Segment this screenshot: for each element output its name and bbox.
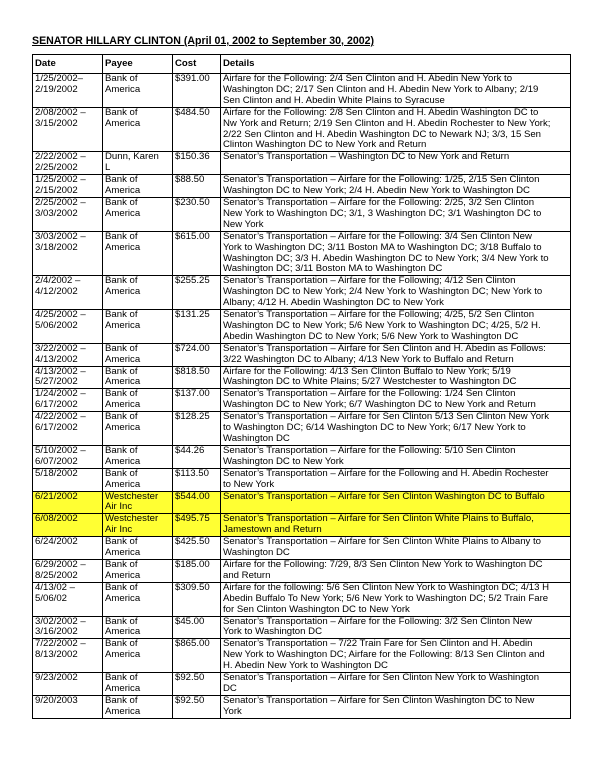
cost-cell-line: $230.50 — [175, 197, 210, 208]
cost-cell — [173, 107, 221, 152]
details-cell-line: Washington DC — [223, 547, 290, 559]
payee-cell — [103, 74, 173, 108]
details-cell-line: Airfare for the Following: 2/4 Sen Clinton and H. Abedin New York to — [223, 73, 513, 84]
cost-cell-line: $495.75 — [175, 514, 218, 525]
date-cell-line: 5/06/02 — [35, 592, 68, 604]
date-cell-line: 4/13/02 – — [35, 582, 76, 593]
payee-cell — [103, 445, 173, 468]
details-cell-line: New York to Washington DC; Airfare for the Following: 8/13 Sen Clinton and — [223, 649, 545, 661]
payee-cell-line: America — [105, 185, 141, 197]
cost-cell-line: $45.00 — [175, 616, 205, 627]
date-cell — [33, 582, 103, 616]
details-cell-line: Senator’s Transportation – Airfare for Sen Clinton White Plains to Albany to — [223, 536, 542, 548]
payee-cell-line: Bank of — [105, 559, 138, 570]
payee-cell — [103, 231, 173, 276]
cost-cell-line: $544.00 — [175, 492, 218, 503]
details-cell — [221, 107, 571, 152]
date-cell-line: 9/23/2002 — [35, 672, 78, 684]
details-cell-line: Senator’s Transportation – Airfare for Sen Clinton and H. Abedin as Follows: — [223, 343, 546, 354]
date-cell-line: 2/19/2002 — [35, 83, 78, 95]
date-cell-line: 6/17/2002 — [35, 422, 78, 434]
date-cell-line: 6/08/2002 — [35, 514, 100, 525]
cost-cell — [173, 389, 221, 412]
document-title: SENATOR HILLARY CLINTON (April 01, 2002 to September 30, 2002) — [32, 35, 375, 47]
payee-cell-line: America — [105, 286, 141, 298]
cost-cell-line: $137.00 — [175, 388, 210, 400]
date-cell-line: 2/4/2002 – — [35, 275, 81, 287]
payee-cell-line: Bank of — [105, 231, 138, 242]
date-cell-line: 8/25/2002 — [35, 569, 78, 581]
payee-cell — [103, 366, 173, 389]
payee-cell-line: Bank of — [105, 388, 138, 400]
payee-cell-line: Bank of — [105, 672, 138, 684]
table-row — [33, 673, 571, 696]
cost-cell — [173, 616, 221, 639]
payee-cell-line: America — [105, 117, 141, 129]
payee-cell-line: America — [105, 422, 141, 434]
details-cell-line: Senator’s Transportation – Airfare for the Following: 3/4 Sen Clinton New — [223, 231, 532, 242]
details-cell-line: Airfare for the Following: 7/29, 8/3 Sen Clinton New York to Washington DC — [223, 559, 543, 570]
details-cell-line: H. Abedin New York to Washington DC — [223, 660, 388, 672]
payee-cell — [103, 695, 173, 718]
cost-cell-line: $150.36 — [175, 151, 210, 163]
payee-cell — [103, 537, 173, 560]
column-header-payee: Payee — [103, 55, 173, 74]
details-cell — [221, 343, 571, 366]
payee-cell — [103, 389, 173, 412]
cost-cell-line: $131.25 — [175, 309, 210, 321]
details-cell-line: 2/22 Sen Clinton and H. Abedin Washington DC to Newark NJ; 3/3, 15 Sen — [223, 128, 542, 140]
payee-cell-line: Bank of — [105, 73, 138, 84]
cost-cell — [173, 343, 221, 366]
date-cell-line: 5/18/2002 — [35, 468, 78, 479]
date-cell — [33, 310, 103, 344]
details-cell — [221, 537, 571, 560]
details-cell-line: York — [223, 705, 242, 717]
table-row — [33, 639, 571, 673]
details-cell-line: Senator’s Transportation – Airfare for the Following: 5/10 Sen Clinton — [223, 445, 516, 456]
payee-cell — [103, 639, 173, 673]
date-cell-line: 5/10/2002 – — [35, 445, 86, 456]
date-cell — [33, 231, 103, 276]
details-cell-line: DC — [223, 682, 237, 694]
cost-cell — [173, 276, 221, 310]
details-cell — [221, 695, 571, 718]
table-row — [33, 343, 571, 366]
details-cell — [221, 152, 571, 175]
payee-cell-line: Bank of — [105, 275, 138, 287]
cost-cell-line: $309.50 — [175, 582, 210, 593]
table-row — [33, 445, 571, 468]
details-cell — [221, 639, 571, 673]
cost-cell — [173, 537, 221, 560]
details-cell — [221, 468, 571, 491]
table-row — [33, 514, 571, 537]
payee-cell-line: America — [105, 547, 141, 559]
payee-cell-line: Bank of — [105, 174, 138, 186]
cost-cell-line: $484.50 — [175, 107, 210, 118]
details-cell-line: Washington DC to New York; 2/4 New York to Washington DC; New York to — [223, 286, 543, 298]
payee-cell-line: Bank of — [105, 468, 138, 479]
payee-cell-line: America — [105, 455, 141, 467]
payee-cell — [103, 559, 173, 582]
payee-cell-line: America — [105, 83, 141, 95]
details-cell-line: New York — [223, 218, 264, 230]
table-row — [33, 412, 571, 446]
date-cell-line: 6/21/2002 — [35, 492, 100, 503]
cost-cell-line: $818.50 — [175, 366, 210, 377]
table-row — [33, 582, 571, 616]
cost-cell-line: $185.00 — [175, 559, 210, 570]
table-row — [33, 74, 571, 108]
cost-cell — [173, 491, 221, 514]
cost-cell — [173, 673, 221, 696]
details-cell-line: Senator’s Transportation – Airfare for Sen Clinton Washington DC to Buffalo — [223, 492, 568, 503]
date-cell-line: 4/13/2002 – — [35, 366, 86, 377]
payee-cell-line: Bank of — [105, 582, 138, 593]
table-row — [33, 197, 571, 231]
payee-cell-line: Air Inc — [105, 502, 170, 513]
cost-cell — [173, 559, 221, 582]
details-cell-line: Nw York and Return; 2/19 Sen Clinton and H. Abedin Rochester to New York; — [223, 117, 551, 129]
cost-cell — [173, 639, 221, 673]
details-cell-line: Senator’s Transportation – Airfare for Sen Clinton New York to Washington — [223, 672, 540, 684]
payee-cell-line: Bank of — [105, 309, 138, 321]
details-cell — [221, 276, 571, 310]
cost-cell-line: $128.25 — [175, 411, 210, 423]
cost-cell — [173, 74, 221, 108]
payee-cell-line: Bank of — [105, 366, 138, 377]
date-cell — [33, 559, 103, 582]
expense-table — [32, 54, 571, 719]
date-cell-line: 1/24/2002 – — [35, 388, 86, 400]
details-cell-line: Senator’s Transportation – Airfare for the Following: 3/2 Sen Clinton New — [223, 616, 532, 627]
details-cell-line: Senator’s Transportation – Washington DC to New York and Return — [223, 151, 510, 163]
payee-cell-line: Bank of — [105, 695, 138, 706]
details-cell-line: Senator’s Transportation – Airfare for the Following; 4/25, 5/2 Sen Clinton — [223, 309, 535, 321]
payee-cell — [103, 276, 173, 310]
date-cell-line: 3/22/2002 – — [35, 343, 86, 354]
payee-cell-line: Westchester — [105, 492, 170, 503]
cost-cell-line: $44.26 — [175, 445, 205, 456]
cost-cell — [173, 197, 221, 231]
details-cell-line: Senator’s Transportation – Airfare for the Following; 4/12 Sen Clinton — [223, 275, 516, 287]
date-cell-line: 5/27/2002 — [35, 376, 78, 388]
cost-cell — [173, 175, 221, 198]
column-header-details: Details — [221, 55, 571, 74]
payee-cell-line: America — [105, 705, 141, 717]
cost-cell-line: $92.50 — [175, 672, 205, 684]
payee-cell-line: America — [105, 626, 141, 638]
table-header-row — [33, 55, 571, 74]
payee-cell-line: America — [105, 319, 141, 331]
date-cell-line: 3/03/2002 – — [35, 231, 86, 242]
payee-cell — [103, 673, 173, 696]
date-cell-line: 6/24/2002 — [35, 536, 78, 548]
date-cell — [33, 445, 103, 468]
payee-cell-line: Bank of — [105, 107, 138, 118]
details-cell-line: Senator’s Transportation – Airfare for Sen Clinton 5/13 Sen Clinton New York — [223, 411, 550, 423]
table-row — [33, 491, 571, 514]
payee-cell-line: America — [105, 353, 141, 365]
date-cell-line: 2/08/2002 – — [35, 107, 86, 118]
date-cell-line: 4/13/2002 — [35, 353, 78, 365]
payee-cell-line: Bank of — [105, 197, 138, 208]
cost-cell-line: $425.50 — [175, 536, 210, 548]
date-cell-line: 7/22/2002 – — [35, 638, 86, 650]
table-row — [33, 366, 571, 389]
date-cell-line: 3/03/2002 — [35, 207, 78, 219]
details-cell — [221, 616, 571, 639]
payee-cell-line: Dunn, Karen — [105, 151, 159, 163]
column-header-cost: Cost — [173, 55, 221, 74]
details-cell-line: Abedin Washington DC to New York; 5/6 New York to Washington DC — [223, 330, 519, 342]
details-cell-line: Sen Clinton and H. Abedin White Plains to Syracuse — [223, 94, 445, 106]
payee-cell — [103, 412, 173, 446]
details-cell-line: Jamestown and Return — [223, 525, 568, 536]
payee-cell-line: Bank of — [105, 343, 138, 354]
date-cell — [33, 175, 103, 198]
details-cell — [221, 310, 571, 344]
cost-cell — [173, 468, 221, 491]
details-cell — [221, 231, 571, 276]
date-cell-line: 1/25/2002– — [35, 73, 84, 84]
details-cell-line: to Washington DC; 6/14 Washington DC to New York; 6/17 New York to — [223, 422, 526, 434]
details-cell-line: Senator’s Transportation – Airfare for the Following: 1/24 Sen Clinton — [223, 388, 516, 400]
date-cell-line: 3/16/2002 — [35, 626, 78, 638]
details-cell-line: Washington DC; 3/3 H. Abedin Washington DC to New York; 3/4 New York to — [223, 252, 549, 264]
details-cell-line: Senator’s Transportation – Airfare for the Following: 2/25, 3/2 Sen Clinton — [223, 197, 535, 208]
details-cell — [221, 514, 571, 537]
date-cell — [33, 468, 103, 491]
table-row — [33, 152, 571, 175]
details-cell-line: Washington DC to New York; 6/7 Washington DC to New York and Return — [223, 399, 536, 411]
details-cell-line: Washington DC; 3/11 Boston MA to Washington DC — [223, 263, 443, 275]
details-cell-line: Washington DC to New York — [223, 455, 344, 467]
date-cell — [33, 491, 103, 514]
cost-cell — [173, 445, 221, 468]
cost-cell — [173, 366, 221, 389]
details-cell-line: York to Washington DC; 3/11 Boston MA to Washington DC; 3/18 Buffalo to — [223, 241, 542, 253]
payee-cell — [103, 616, 173, 639]
details-cell-line: Washington DC to White Plains; 5/27 Westchester to Washington DC — [223, 376, 517, 388]
date-cell — [33, 276, 103, 310]
details-cell-line: Washington DC to New York; 2/4 H. Abedin New York to Washington DC — [223, 185, 530, 197]
payee-cell-line: America — [105, 478, 141, 490]
payee-cell-line: America — [105, 207, 141, 219]
payee-cell — [103, 310, 173, 344]
cost-cell — [173, 231, 221, 276]
table-row — [33, 231, 571, 276]
payee-cell — [103, 152, 173, 175]
date-cell — [33, 366, 103, 389]
details-cell — [221, 491, 571, 514]
payee-cell — [103, 107, 173, 152]
cost-cell-line: $724.00 — [175, 343, 210, 354]
details-cell-line: Clinton Washington DC to New York and Return — [223, 139, 427, 151]
date-cell-line: 8/13/2002 — [35, 649, 78, 661]
cost-cell — [173, 695, 221, 718]
details-cell-line: Senator’s Transportation – Airfare for the Following and H. Abedin Rochester — [223, 468, 549, 479]
date-cell — [33, 389, 103, 412]
date-cell-line: 6/17/2002 — [35, 399, 78, 411]
date-cell — [33, 343, 103, 366]
payee-cell-line: Bank of — [105, 638, 138, 650]
payee-cell — [103, 175, 173, 198]
date-cell — [33, 197, 103, 231]
cost-cell — [173, 582, 221, 616]
date-cell-line: 2/25/2002 — [35, 162, 78, 174]
cost-cell — [173, 310, 221, 344]
date-cell-line: 4/12/2002 — [35, 286, 78, 298]
payee-cell — [103, 343, 173, 366]
payee-cell-line: Bank of — [105, 616, 138, 627]
cost-cell-line: $88.50 — [175, 174, 205, 186]
date-cell — [33, 412, 103, 446]
details-cell-line: Airfare for the Following: 2/8 Sen Clinton and H. Abedin Washington DC to — [223, 107, 539, 118]
date-cell-line: 3/18/2002 — [35, 241, 78, 253]
date-cell-line: 5/06/2002 — [35, 319, 78, 331]
cost-cell-line: $391.00 — [175, 73, 210, 84]
date-cell-line: 6/07/2002 — [35, 455, 78, 467]
details-cell — [221, 559, 571, 582]
date-cell — [33, 639, 103, 673]
payee-cell-line: L — [105, 162, 111, 174]
table-body — [33, 74, 571, 719]
date-cell — [33, 514, 103, 537]
date-cell-line: 2/25/2002 – — [35, 197, 86, 208]
table-row — [33, 695, 571, 718]
table-row — [33, 559, 571, 582]
details-cell-line: to New York — [223, 478, 275, 490]
date-cell-line: 6/29/2002 – — [35, 559, 86, 570]
date-cell-line: 2/15/2002 — [35, 185, 78, 197]
date-cell-line: 9/20/2003 — [35, 695, 78, 706]
cost-cell-line: $615.00 — [175, 231, 210, 242]
cost-cell-line: $113.50 — [175, 468, 209, 479]
date-cell — [33, 616, 103, 639]
payee-cell-line: America — [105, 241, 141, 253]
payee-cell-line: Bank of — [105, 445, 138, 456]
date-cell — [33, 152, 103, 175]
column-header-date: Date — [33, 55, 103, 74]
details-cell-line: and Return — [223, 569, 271, 581]
table-row — [33, 276, 571, 310]
payee-cell — [103, 491, 173, 514]
date-cell-line: 1/25/2002 – — [35, 174, 86, 186]
date-cell-line: 3/02/2002 – — [35, 616, 86, 627]
cost-cell — [173, 412, 221, 446]
details-cell — [221, 366, 571, 389]
details-cell — [221, 197, 571, 231]
details-cell-line: New York to Washington DC; 3/1, 3 Washington DC; 3/1 Washington DC to — [223, 207, 542, 219]
payee-cell — [103, 514, 173, 537]
table-row — [33, 175, 571, 198]
details-cell-line: Washington DC; 2/17 Sen Clinton and H. Abedin New York to Albany; 2/19 — [223, 83, 539, 95]
payee-cell-line: Westchester — [105, 514, 170, 525]
payee-cell-line: America — [105, 592, 141, 604]
details-cell-line: Albany; 4/12 H. Abedin Washington DC to New York — [223, 297, 444, 309]
details-cell-line: Senator’s Transportation – Airfare for Sen Clinton White Plains to Buffalo, — [223, 514, 568, 525]
date-cell — [33, 537, 103, 560]
payee-cell-line: Bank of — [105, 536, 138, 548]
payee-cell-line: America — [105, 399, 141, 411]
details-cell-line: Senator’s Transportation – 7/22 Train Fare for Sen Clinton and H. Abedin — [223, 638, 533, 650]
cost-cell — [173, 152, 221, 175]
table-row — [33, 537, 571, 560]
date-cell-line: 4/25/2002 – — [35, 309, 86, 321]
table-row — [33, 616, 571, 639]
details-cell-line: Airfare for the following: 5/6 Sen Clinton New York to Washington DC; 4/13 H — [223, 582, 549, 593]
cost-cell-line: $92.50 — [175, 695, 205, 706]
date-cell-line: 3/15/2002 — [35, 117, 78, 129]
cost-cell-line: $255.25 — [175, 275, 210, 287]
table-row — [33, 310, 571, 344]
details-cell — [221, 412, 571, 446]
table-row — [33, 468, 571, 491]
details-cell — [221, 582, 571, 616]
details-cell-line: for Sen Clinton Washington DC to New York — [223, 603, 410, 615]
payee-cell-line: America — [105, 649, 141, 661]
date-cell — [33, 107, 103, 152]
details-cell-line: 3/22 Washington DC to Albany; 4/13 New York to Buffalo and Return — [223, 353, 514, 365]
date-cell-line: 4/22/2002 – — [35, 411, 86, 423]
details-cell-line: Abedin Buffalo To New York; 5/6 New York to Washington DC; 5/2 Train Fare — [223, 592, 549, 604]
details-cell-line: Airfare for the Following: 4/13 Sen Clinton Buffalo to New York; 5/19 — [223, 366, 511, 377]
details-cell-line: Washington DC to New York; 5/6 New York to Washington DC; 4/25, 5/2 H. — [223, 319, 541, 331]
payee-cell — [103, 582, 173, 616]
details-cell — [221, 673, 571, 696]
payee-cell-line: Bank of — [105, 411, 138, 423]
cost-cell — [173, 514, 221, 537]
date-cell — [33, 673, 103, 696]
details-cell-line: Washington DC — [223, 433, 290, 444]
payee-cell-line: America — [105, 376, 141, 388]
details-cell-line: Senator’s Transportation – Airfare for Sen Clinton Washington DC to New — [223, 695, 535, 706]
date-cell-line: 2/22/2002 – — [35, 151, 86, 163]
payee-cell-line: America — [105, 569, 141, 581]
date-cell — [33, 74, 103, 108]
details-cell-line: Senator’s Transportation – Airfare for the Following: 1/25, 2/15 Sen Clinton — [223, 174, 540, 186]
details-cell — [221, 74, 571, 108]
date-cell — [33, 695, 103, 718]
details-cell — [221, 445, 571, 468]
details-cell — [221, 389, 571, 412]
details-cell-line: York to Washington DC — [223, 626, 323, 638]
payee-cell — [103, 197, 173, 231]
cost-cell-line: $865.00 — [175, 638, 210, 650]
payee-cell — [103, 468, 173, 491]
payee-cell-line: America — [105, 682, 141, 694]
table-row — [33, 389, 571, 412]
table-row — [33, 107, 571, 152]
details-cell — [221, 175, 571, 198]
payee-cell-line: Air Inc — [105, 525, 170, 536]
